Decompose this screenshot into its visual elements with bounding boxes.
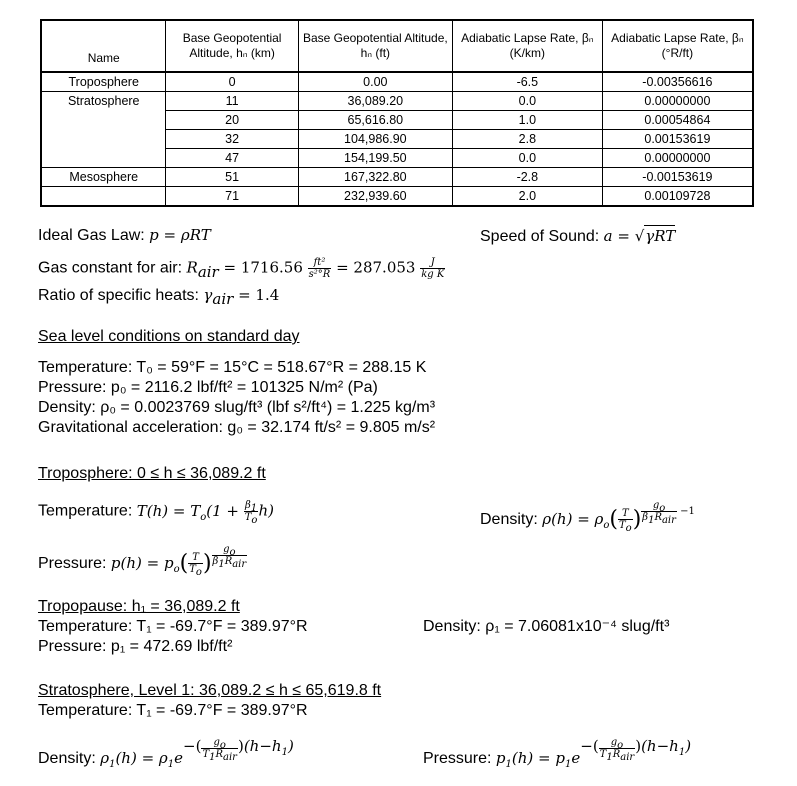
- cell-altitude-ft: 167,322.80: [298, 168, 452, 187]
- sea-level-density: Density: ρ₀ = 0.0023769 slug/ft³ (lbf s²/ft⁴) = 1.225 kg/m³: [38, 399, 436, 416]
- T-over-To: $\frac{T}{T_o}$: [189, 552, 202, 579]
- ratio-label: Ratio of specific heats:: [38, 287, 204, 304]
- cell-lapse-km: 0.0: [452, 92, 602, 111]
- cell-lapse-ft: -0.00153619: [602, 168, 753, 187]
- T-over-To: $\frac{T}{T_o}$: [618, 508, 632, 535]
- troposphere-pressure: Pressure: $p(h) = p_o$( $\frac{T}{T_o}$ ) $\frac{g_o}{\beta_1R_{air}}$: [38, 544, 247, 579]
- cell-lapse-km: 0.0: [452, 149, 602, 168]
- table-row: [41, 130, 753, 149]
- stratosphere-pressure-exponent: −( $\frac{g_o}{T_1R_{air}}$ )$(h-h_1)$: [580, 736, 692, 763]
- ratio-symbol: γ: [203, 286, 213, 304]
- troposphere-temperature: Temperature: $T(h) = T_o(1$ + $\frac{\beta_1}{T_o}$ h): [38, 500, 274, 526]
- cell-altitude-ft: 0.00: [298, 72, 452, 92]
- specific-heat-ratio: [38, 285, 280, 309]
- cell-name: [41, 187, 166, 207]
- table-row: [41, 187, 753, 207]
- speed-of-sound-equation: a =: [603, 227, 635, 245]
- ideal-gas-label: Ideal Gas Law:: [38, 227, 150, 244]
- cell-lapse-km: 2.0: [452, 187, 602, 207]
- stratosphere-pressure-equation: $p_1(h) = p_1e$: [495, 749, 581, 770]
- cell-name: [41, 130, 166, 149]
- sea-level-pressure: Pressure: p₀ = 2116.2 lbf/ft² = 101325 N/m² (Pa): [38, 379, 378, 396]
- stratosphere-pressure-label: Pressure:: [423, 750, 496, 767]
- gas-constant-value-2: = 287.053: [331, 258, 421, 277]
- troposphere-density: Density: $\rho(h) = \rho_o$( $\frac{T}{T_o}$ ) $\frac{g_o}{\beta_1R_{air}}$ −1: [480, 500, 695, 535]
- troposphere-density-label: Density:: [480, 511, 543, 529]
- density-exponent: $\frac{g_o}{\beta_1R_{air}}$ −1: [642, 500, 695, 526]
- gas-constant-label: Gas constant for air:: [38, 259, 187, 277]
- table-header-row: [41, 20, 753, 72]
- ideal-gas-law: [38, 225, 211, 246]
- header-name: Name: [41, 20, 166, 72]
- cell-lapse-km: 1.0: [452, 111, 602, 130]
- speed-of-sound: Speed of Sound: a = √γRT: [480, 227, 676, 245]
- stratosphere-density-equation: $\rho_1(h) = \rho_1e$: [100, 749, 184, 770]
- cell-altitude-km: 11: [166, 92, 298, 111]
- speed-of-sound-label: Speed of Sound:: [480, 228, 604, 245]
- cell-lapse-ft: 0.00109728: [602, 187, 753, 207]
- header-lapse-ft: Adiabatic Lapse Rate, βₙ (°R/ft): [602, 20, 753, 72]
- cell-altitude-ft: 65,616.80: [298, 111, 452, 130]
- troposphere-pressure-equation: $p(h) = p_o$: [110, 554, 180, 576]
- beta-over-To: $\frac{\beta_1}{T_o}$: [244, 500, 258, 526]
- stratosphere-pressure: [423, 736, 691, 769]
- troposphere-temperature-label: Temperature:: [38, 502, 137, 520]
- cell-lapse-km: -2.8: [452, 168, 602, 187]
- table-row: [41, 92, 753, 111]
- ratio-subscript: air: [212, 290, 234, 309]
- stratosphere-density-exponent: −( $\frac{g_o}{T_1R_{air}}$ )$(h-h_1)$: [183, 736, 294, 763]
- speed-of-sound-root: γRT: [645, 227, 676, 245]
- sea-level-temperature: Temperature: T₀ = 59°F = 15°C = 518.67°R = 288.15 K: [38, 359, 427, 376]
- troposphere-temperature-equation: $T(h) = T_o(1$ +: [136, 501, 244, 523]
- cell-name: Troposphere: [41, 72, 166, 92]
- cell-altitude-ft: 104,986.90: [298, 130, 452, 149]
- stratosphere-temperature: Temperature: T₁ = -69.7°F = 389.97°R: [38, 702, 308, 719]
- gas-constant: [38, 257, 445, 280]
- cell-lapse-km: -6.5: [452, 72, 602, 92]
- troposphere-density-equation: $\rho(h) = \rho_o$: [542, 510, 610, 532]
- cell-altitude-ft: 36,089.20: [298, 92, 452, 111]
- troposphere-title: Troposphere: 0 ≤ h ≤ 36,089.2 ft: [38, 465, 266, 482]
- cell-lapse-km: 2.8: [452, 130, 602, 149]
- ratio-value: = 1.4: [233, 286, 280, 304]
- table-row: [41, 149, 753, 168]
- cell-name: [41, 111, 166, 130]
- cell-lapse-ft: 0.00000000: [602, 149, 753, 168]
- cell-altitude-km: 20: [166, 111, 298, 130]
- cell-altitude-km: 47: [166, 149, 298, 168]
- gas-constant-symbol: R: [186, 258, 198, 277]
- cell-altitude-km: 71: [166, 187, 298, 207]
- header-lapse-km: Adiabatic Lapse Rate, βₙ (K/km): [452, 20, 602, 72]
- tropopause-pressure: Pressure: p₁ = 472.69 lbf/ft²: [38, 638, 233, 655]
- stratosphere-density: [38, 736, 294, 769]
- header-altitude-ft: Base Geopotential Altitude, hₙ (ft): [298, 20, 452, 72]
- tropopause-density: Density: ρ₁ = 7.06081x10⁻⁴ slug/ft³: [423, 618, 670, 635]
- tropopause-temperature: Temperature: T₁ = -69.7°F = 389.97°R: [38, 618, 308, 635]
- sea-level-gravity: Gravitational acceleration: g₀ = 32.174 ft/s² = 9.805 m/s²: [38, 419, 436, 436]
- table-row: [41, 72, 753, 92]
- tropopause-title: Tropopause: h₁ = 36,089.2 ft: [38, 598, 240, 615]
- troposphere-pressure-label: Pressure:: [38, 555, 111, 573]
- stratosphere-density-label: Density:: [38, 750, 101, 767]
- cell-name: Stratosphere: [41, 92, 166, 111]
- table-row: [41, 111, 753, 130]
- cell-lapse-ft: -0.00356616: [602, 72, 753, 92]
- unit-J-kgK: $\frac{J}{\text{kg K}}$: [421, 257, 445, 280]
- sea-level-title: Sea level conditions on standard day: [38, 328, 300, 345]
- cell-lapse-ft: 0.00153619: [602, 130, 753, 149]
- cell-lapse-ft: 0.00000000: [602, 92, 753, 111]
- cell-altitude-ft: 154,199.50: [298, 149, 452, 168]
- unit-ft2-s2R: $\frac{\text{ft²}}{\text{s²°R}}$: [308, 257, 331, 280]
- cell-name: Mesosphere: [41, 168, 166, 187]
- atmosphere-layers-table: [40, 19, 754, 207]
- cell-lapse-ft: 0.00054864: [602, 111, 753, 130]
- pressure-exponent: $\frac{g_o}{\beta_1R_{air}}$: [212, 544, 247, 570]
- cell-altitude-km: 32: [166, 130, 298, 149]
- header-altitude-km: Base Geopotential Altitude, hₙ (km): [166, 20, 298, 72]
- stratosphere-title: Stratosphere, Level 1: 36,089.2 ≤ h ≤ 65,619.8 ft: [38, 682, 382, 699]
- cell-altitude-km: 51: [166, 168, 298, 187]
- gas-constant-value-1: = 1716.56: [218, 258, 308, 277]
- cell-name: [41, 149, 166, 168]
- table-row: [41, 168, 753, 187]
- cell-altitude-km: 0: [166, 72, 298, 92]
- ideal-gas-equation: p = ρRT: [149, 226, 211, 244]
- cell-altitude-ft: 232,939.60: [298, 187, 452, 207]
- gas-constant-subscript: air: [197, 262, 219, 281]
